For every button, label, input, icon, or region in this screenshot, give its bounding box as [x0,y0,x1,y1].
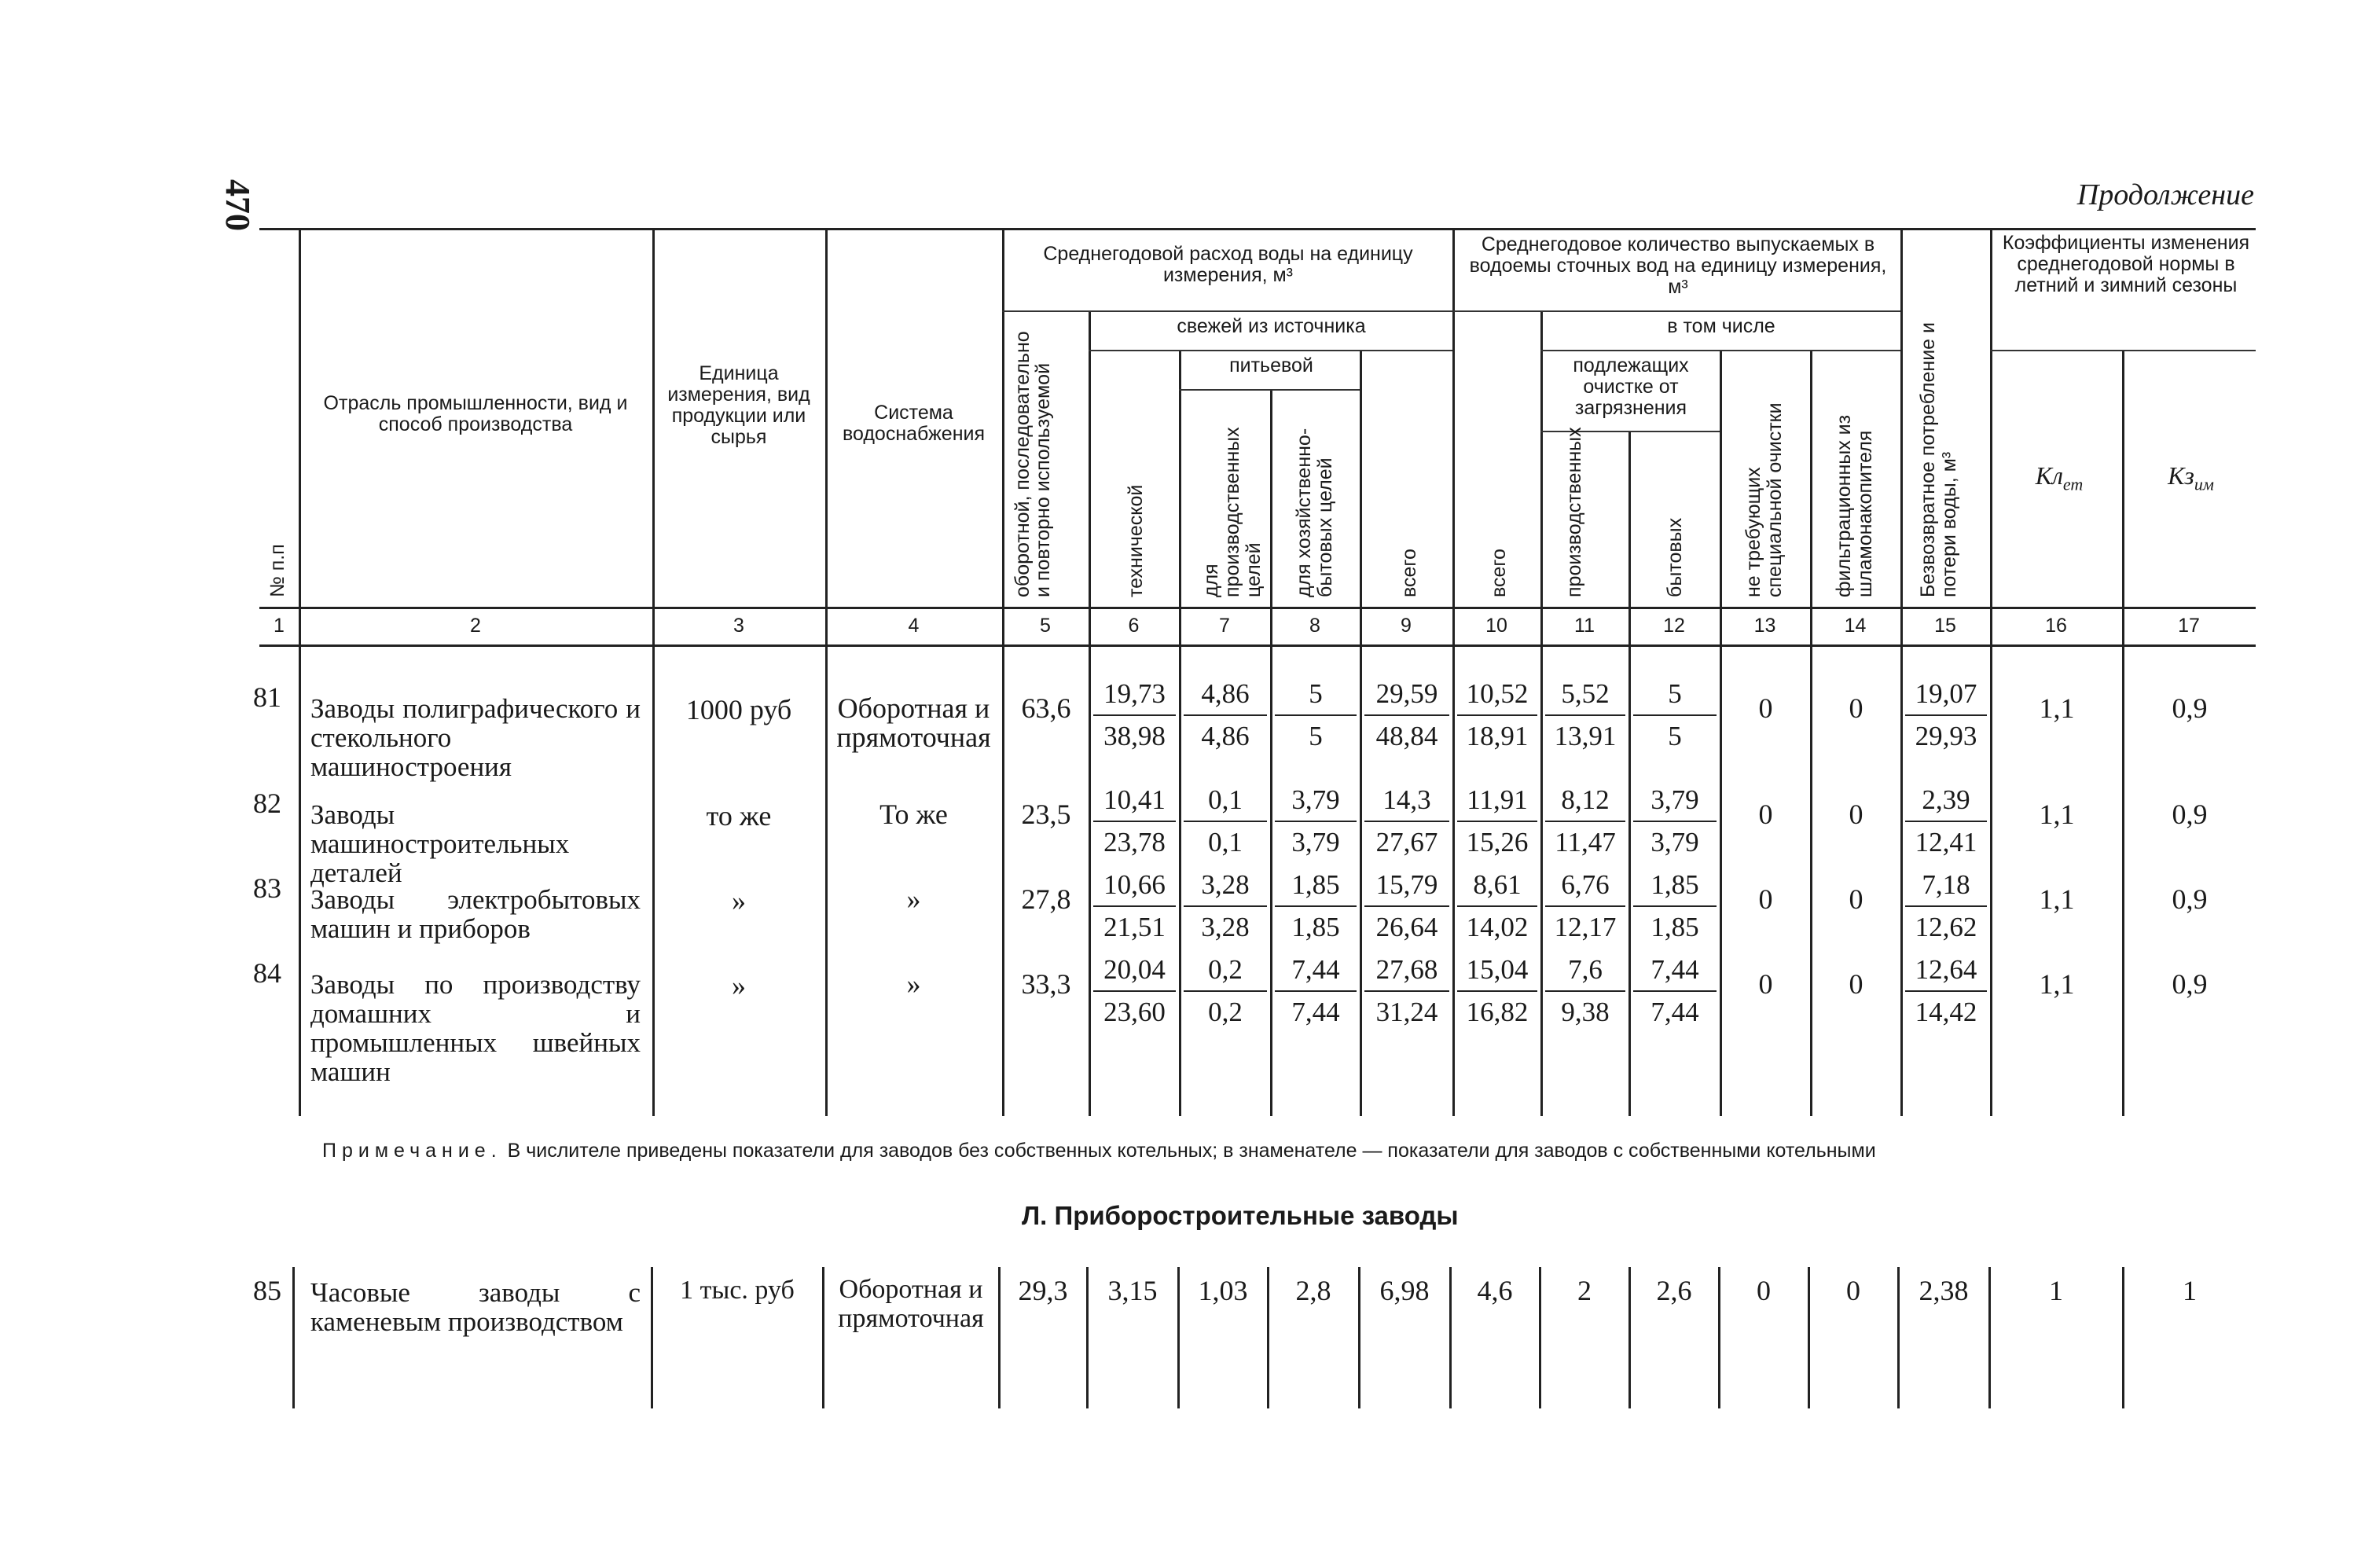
fraction-bar [1093,714,1176,716]
numerator: 15,04 [1466,954,1529,985]
water-system: Оборотная и прямоточная [836,692,991,753]
numerator: 0,1 [1208,784,1243,815]
colnum: 5 [1040,615,1051,637]
fraction-c15 [1902,678,1990,752]
denominator: 21,51 [1103,912,1166,942]
fraction-bar [1275,714,1357,716]
denominator: 12,62 [1915,912,1977,942]
colnum: 1 [274,615,285,637]
fraction-c8 [1272,784,1360,858]
water-system: То же [879,799,948,830]
fraction-bar [1275,905,1357,907]
colnum: 11 [1574,615,1595,637]
numerator: 1,85 [1650,869,1699,900]
denominator: 1,85 [1650,912,1699,942]
colnum: 13 [1753,615,1776,637]
fraction-bar [1275,990,1357,992]
header-group-treatment: подлежащих очистке от загрязнения [1573,354,1689,419]
denominator: 27,67 [1375,827,1438,857]
header-group-fresh: свежей из источника [1177,315,1366,337]
denominator: 11,47 [1555,827,1616,857]
numerator: 14,3 [1382,784,1431,815]
numerator: 5 [1668,678,1682,709]
denominator: 23,78 [1103,827,1166,857]
fraction-c11 [1542,784,1628,858]
denominator: 18,91 [1466,721,1529,751]
unit: 1000 руб [685,694,792,725]
numerator: 1,85 [1291,869,1340,900]
denominator: 14,02 [1466,912,1529,942]
industry-name: Заводы полиграфического и стекольного машиностроения [310,693,641,782]
fraction-c8 [1272,678,1360,752]
header-col9: всего [1398,549,1420,597]
denominator: 0,1 [1208,827,1243,857]
denominator: 29,93 [1915,721,1977,751]
fraction-c9 [1361,954,1452,1028]
industry-name: Часовые заводы с каменевым производством [310,1277,641,1337]
row-number: 82 [253,788,281,819]
numerator: 29,59 [1375,678,1438,709]
row-number: 85 [253,1275,281,1306]
fraction-c6 [1090,954,1179,1028]
numerator: 2,39 [1922,784,1970,815]
numerator: 20,04 [1103,954,1166,985]
section-title: Л. Приборостроительные заводы [1022,1201,1459,1230]
cell-c5: 33,3 [1021,968,1071,1000]
unit: » [732,970,746,1001]
cell-c16: 1 [2049,1275,2063,1306]
fraction-c7 [1180,954,1270,1028]
fraction-c6 [1090,784,1179,858]
fraction-bar [1633,905,1717,907]
fraction-bar [1633,714,1717,716]
numerator: 0,2 [1208,954,1243,985]
numerator: 4,86 [1201,678,1250,709]
denominator: 48,84 [1375,721,1438,751]
header-industry: Отрасль промышленности, вид и способ производства [323,392,628,435]
cell-c16: 1,1 [2039,799,2075,830]
fraction-c9 [1361,678,1452,752]
fraction-bar [1633,990,1717,992]
numerator: 3,79 [1291,784,1340,815]
numerator: 7,44 [1650,954,1699,985]
fraction-bar [1184,905,1267,907]
cell-c5: 23,5 [1021,799,1071,830]
cell-c14: 0 [1849,692,1863,724]
cell-c13: 0 [1758,968,1773,1000]
continuation-label: Продолжение [2076,178,2254,211]
fraction-bar [1093,990,1176,992]
fraction-bar [1545,714,1625,716]
fraction-c10 [1454,784,1540,858]
colnum: 4 [908,615,920,637]
fraction-bar [1184,714,1267,716]
cell-c17: 0,9 [2172,968,2208,1000]
fraction-bar [1905,714,1987,716]
fraction-bar [1633,821,1717,822]
cell-c15: 2,38 [1919,1275,1969,1306]
fraction-c9 [1361,784,1452,858]
denominator: 9,38 [1561,997,1610,1027]
numerator: 19,07 [1915,678,1977,709]
cell-c12: 2,6 [1656,1275,1692,1306]
unit: то же [706,800,772,832]
header-col5: оборотной, последовательно и повторно используемой [1012,331,1054,597]
fraction-c10 [1454,678,1540,752]
table-note: Примечание. В числителе приведены показатели для заводов без собственных котельных; в знаменателе — показатели для заводов с собственными котельными [322,1140,1876,1162]
denominator: 15,26 [1466,827,1529,857]
fraction-bar [1457,821,1537,822]
denominator: 12,41 [1915,827,1977,857]
header-group-discharge: Среднегодовое количество выпускаемых в водоемы сточных вод на единицу измерения, м³ [1469,233,1887,298]
header-col10: всего [1488,549,1510,597]
fraction-bar [1364,821,1449,822]
numerator: 6,76 [1561,869,1610,900]
cell-c16: 1,1 [2039,692,2075,724]
fraction-c7 [1180,869,1270,943]
denominator: 3,28 [1201,912,1250,942]
fraction-c7 [1180,784,1270,858]
fraction-c15 [1902,869,1990,943]
numerator: 10,52 [1466,678,1529,709]
unit: 1 тыс. руб [680,1276,795,1305]
cell-c16: 1,1 [2039,968,2075,1000]
cell-c6: 3,15 [1107,1275,1158,1306]
numerator: 7,18 [1922,869,1970,900]
water-system: » [906,968,921,1000]
numerator: 8,61 [1473,869,1522,900]
fraction-bar [1905,905,1987,907]
header-col12: бытовых [1664,517,1686,597]
fraction-c8 [1272,954,1360,1028]
numerator: 7,44 [1291,954,1340,985]
header-group-drinking: питьевой [1229,354,1313,376]
numerator: 11,91 [1467,784,1528,815]
header-col11: производственных [1563,427,1585,597]
fraction-c6 [1090,678,1179,752]
page-number: 470 [218,179,257,231]
fraction-bar [1275,821,1357,822]
header-k-winter: $Кз_{им}$ [2168,461,2214,494]
cell-c17: 0,9 [2172,692,2208,724]
cell-c5: 27,8 [1021,883,1071,915]
denominator: 0,2 [1208,997,1243,1027]
water-system: Оборотная и прямоточная [838,1275,984,1333]
cell-c16: 1,1 [2039,883,2075,915]
denominator: 7,44 [1291,997,1340,1027]
fraction-bar [1905,821,1987,822]
header-col13: не требующих специальной очистки [1742,402,1786,597]
header-col8: для хозяйственно-бытовых целей [1293,428,1336,597]
fraction-bar [1457,714,1537,716]
header-k-summer: $Кл_{ет}$ [2035,461,2084,494]
fraction-bar [1364,714,1449,716]
colnum: 14 [1844,615,1867,637]
denominator: 5 [1668,721,1682,751]
numerator: 27,68 [1375,954,1438,985]
cell-c14: 0 [1849,799,1863,830]
fraction-c10 [1454,869,1540,943]
cell-c14: 0 [1849,883,1863,915]
header-water-system: Система водоснабжения [842,402,986,445]
colnum: 15 [1934,615,1956,637]
cell-c17: 0,9 [2172,883,2208,915]
fraction-c15 [1902,954,1990,1028]
fraction-c11 [1542,954,1628,1028]
fraction-bar [1093,905,1176,907]
fraction-c7 [1180,678,1270,752]
denominator: 4,86 [1201,721,1250,751]
header-row-number: № п.п [266,544,288,597]
row-number: 84 [253,957,281,989]
cell-c13: 0 [1758,692,1773,724]
numerator: 19,73 [1103,678,1166,709]
numerator: 10,66 [1103,869,1166,900]
colnum: 10 [1485,615,1507,637]
header-col7: для производственных целей [1200,427,1265,597]
numerator: 10,41 [1103,784,1166,815]
fraction-bar [1545,905,1625,907]
fraction-bar [1093,821,1176,822]
cell-c17: 0,9 [2172,799,2208,830]
fraction-c8 [1272,869,1360,943]
denominator: 23,60 [1103,997,1166,1027]
denominator: 14,42 [1915,997,1977,1027]
fraction-c12 [1630,784,1720,858]
denominator: 31,24 [1375,997,1438,1027]
cell-c7: 1,03 [1198,1275,1248,1306]
cell-c13: 0 [1758,883,1773,915]
denominator: 16,82 [1466,997,1529,1027]
industry-name: Заводы электробытовых машин и приборов [310,884,641,944]
fraction-bar [1457,905,1537,907]
colnum: 8 [1309,615,1320,637]
header-unit: Единица измерения, вид продукции или сырья [667,362,810,448]
fraction-bar [1364,905,1449,907]
cell-c5: 29,3 [1018,1275,1068,1306]
cell-c17: 1 [2183,1275,2197,1306]
header-col6: технической [1125,484,1147,597]
fraction-bar [1457,990,1537,992]
denominator: 1,85 [1291,912,1340,942]
numerator: 7,6 [1568,954,1603,985]
fraction-c11 [1542,869,1628,943]
fraction-c12 [1630,954,1720,1028]
header-col14: фильтрационных из шламонакопителя [1833,414,1876,597]
numerator: 8,12 [1561,784,1610,815]
header-group-including: в том числе [1667,315,1775,337]
fraction-c11 [1542,678,1628,752]
cell-c13: 0 [1757,1275,1771,1306]
fraction-c6 [1090,869,1179,943]
fraction-bar [1545,821,1625,822]
fraction-c9 [1361,869,1452,943]
cell-c8: 2,8 [1295,1275,1331,1306]
colnum: 9 [1401,615,1412,637]
denominator: 38,98 [1103,721,1166,751]
fraction-c10 [1454,954,1540,1028]
fraction-bar [1364,990,1449,992]
colnum: 16 [2045,615,2067,637]
row-number: 83 [253,872,281,904]
denominator: 3,79 [1291,827,1340,857]
fraction-c15 [1902,784,1990,858]
denominator: 13,91 [1554,721,1617,751]
fraction-bar [1184,990,1267,992]
colnum: 17 [2178,615,2200,637]
colnum: 2 [470,615,481,637]
fraction-bar [1905,990,1987,992]
cell-c14: 0 [1846,1275,1860,1306]
row-number: 81 [253,681,281,713]
denominator: 7,44 [1650,997,1699,1027]
denominator: 26,64 [1375,912,1438,942]
fraction-c12 [1630,869,1720,943]
colnum: 12 [1663,615,1685,637]
cell-c13: 0 [1758,799,1773,830]
fraction-c12 [1630,678,1720,752]
header-group-coefficients: Коэффициенты изменения среднегодовой нормы в летний и зимний сезоны [2002,232,2250,296]
fraction-bar [1545,990,1625,992]
cell-c14: 0 [1849,968,1863,1000]
denominator: 3,79 [1650,827,1699,857]
cell-c11: 2 [1577,1275,1592,1306]
numerator: 15,79 [1375,869,1438,900]
colnum: 6 [1128,615,1140,637]
numerator: 3,28 [1201,869,1250,900]
cell-c10: 4,6 [1477,1275,1513,1306]
industry-name: Заводы машиностроительных деталей [310,799,570,888]
cell-c9: 6,98 [1379,1275,1430,1306]
colnum: 7 [1219,615,1230,637]
header-col15: Безвозвратное потребление и потери воды, м³ [1917,322,1960,597]
colnum: 3 [733,615,744,637]
industry-name: Заводы по производству домашних и промышленных швейных машин [310,969,641,1087]
water-system: » [906,883,921,915]
numerator: 3,79 [1650,784,1699,815]
header-group-consumption: Среднегодовой расход воды на единицу измерения, м³ [1043,243,1413,286]
denominator: 12,17 [1554,912,1617,942]
numerator: 12,64 [1915,954,1977,985]
unit: » [732,885,746,916]
fraction-bar [1184,821,1267,822]
cell-c5: 63,6 [1021,692,1071,724]
numerator: 5 [1309,678,1323,709]
denominator: 5 [1309,721,1323,751]
numerator: 5,52 [1561,678,1610,709]
